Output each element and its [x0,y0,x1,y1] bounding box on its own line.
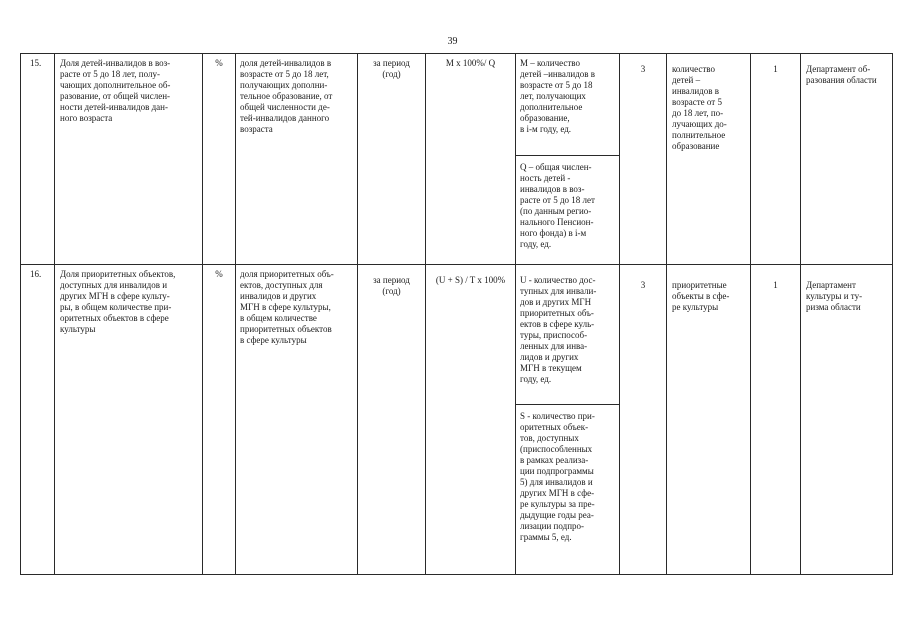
row-15-variable-q: Q – общая числен- ность детей - инвалидов в воз- расте от 5 до 18 лет (по данным регио- нального Пенсион- ного фонда) в i-м году, ед. [520,162,595,249]
row-15-data-indicator: количество детей – инвалидов в возрасте от 5 до 18 лет, по- лучающих до- полнительное образование [672,64,727,151]
row-15-method: 3 [640,64,646,74]
table-top-border [20,53,893,54]
row-16-data-indicator: приоритетные объекты в сфе- ре культуры [672,280,730,312]
row-16-number: 16. [30,269,42,279]
row-15-number: 15. [30,58,42,68]
row-15-period: за период (год) [373,58,410,79]
row-15-unit: % [215,58,223,68]
page-number: 39 [447,36,458,47]
row-15-variable-m: M – количество детей –инвалидов в возрасте от 5 до 18 лет, получающих дополнительное образование, в i-м году, ед. [520,58,596,134]
row-15-formula: M x 100%/ Q [445,58,496,68]
row-16-definition: доля приоритетных объ- ектов, доступных для инвалидов и других МГН в сфере культуры, в общем количестве приоритетных объектов в сфере культуры [240,269,334,345]
sub-row-separator-15 [515,155,619,156]
row-15-code: 1 [773,64,778,74]
table-bottom-border [20,574,893,575]
row-16-variable-s: S - количество при- оритетных объек- тов, доступных (приспособленных в рамках реализа- ции подпрограммы 5) для инвалидов и других МГН в сфе- ре культуры за пре- дыдущие годы реа- лизации подпро- граммы 5, ед. [520,411,595,542]
row-16-formula: (U + S) / T x 100% [435,275,506,285]
row-16-responsible: Департамент культуры и ту- ризма области [806,280,863,312]
column-border [666,53,667,575]
row-16-unit: % [215,269,223,279]
row-16-period: за период (год) [373,275,410,296]
column-border [619,53,620,575]
column-border [54,53,55,575]
row-16-indicator-name: Доля приоритетных объектов, доступных для инвалидов и других МГН в сфере культу- ры, в общем количестве при- оритетных объектов в сфере культуры [60,269,176,334]
row-16-variable-u: U - количество дос- тупных для инвали- дов и других МГН приоритетных объ- ектов в сфере куль- туры, приспособ- ленных для инва- лидов и других МГН в текущем году, ед. [520,275,597,384]
row-separator [20,264,893,265]
column-border [425,53,426,575]
column-border [750,53,751,575]
row-15-responsible: Департамент об- разования области [806,64,877,85]
row-16-method: 3 [640,280,646,290]
column-border [515,53,516,575]
row-15-definition: доля детей-инвалидов в возрасте от 5 до 18 лет, получающих дополни- тельное образование, от общей численности де- тей-инвалидов данного возраста [240,58,333,134]
column-border [892,53,893,575]
row-15-indicator-name: Доля детей-инвалидов в воз- расте от 5 до 18 лет, полу- чающих дополнительное об- разование, от общей числен- ности детей-инвалидов дан- ного возраста [60,58,171,123]
column-border [235,53,236,575]
column-border [357,53,358,575]
column-border [20,53,21,575]
column-border [800,53,801,575]
column-border [202,53,203,575]
row-16-code: 1 [773,280,778,290]
sub-row-separator-16 [515,404,619,405]
